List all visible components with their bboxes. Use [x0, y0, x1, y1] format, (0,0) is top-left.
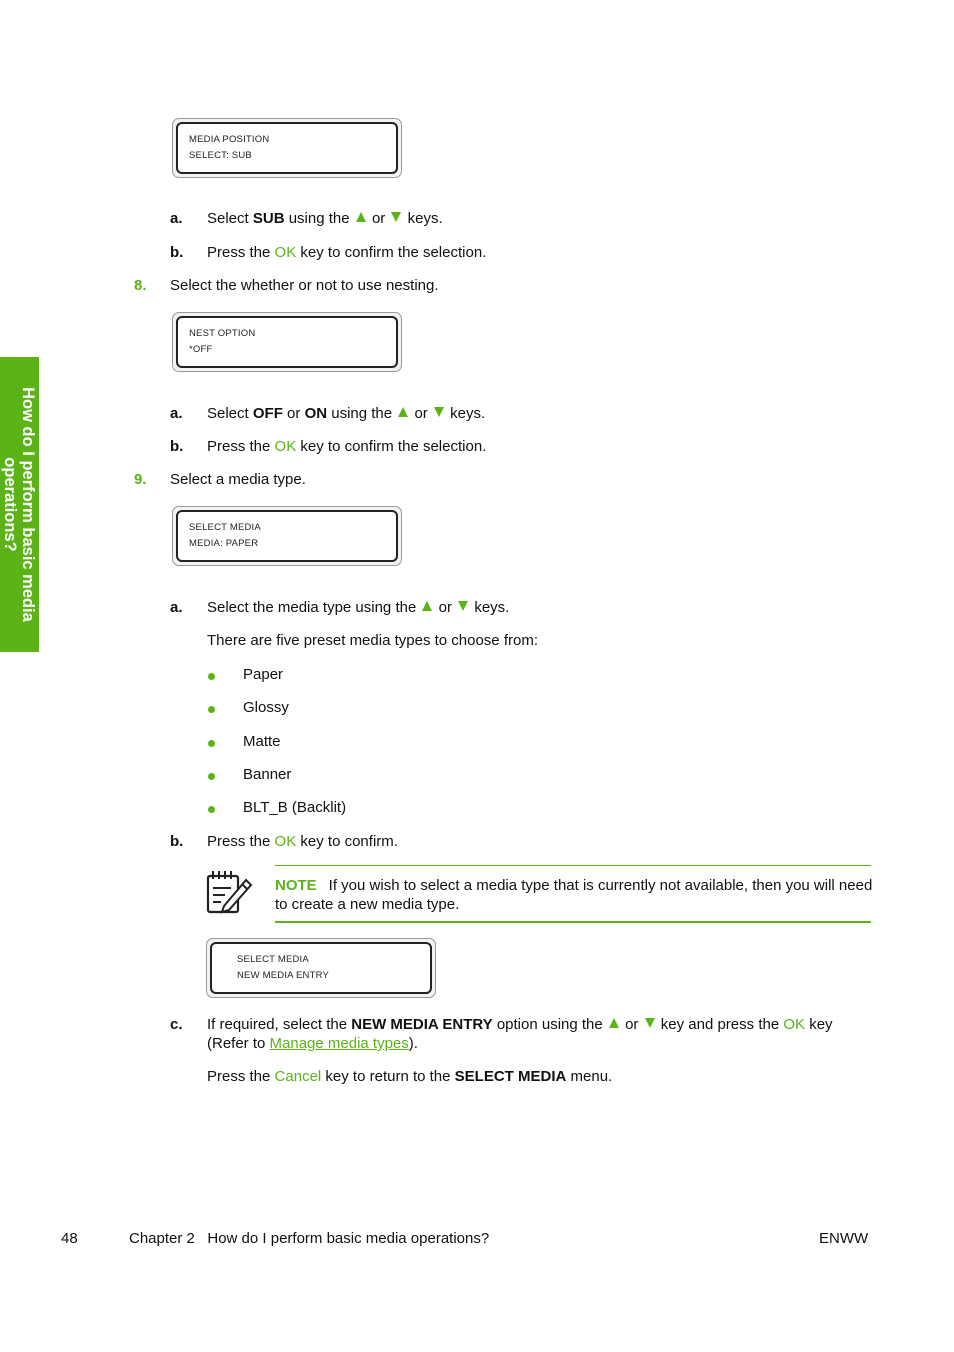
up-arrow-icon — [422, 601, 432, 611]
lcd-nest-option — [172, 312, 402, 372]
manage-media-types-link[interactable]: Manage media types — [269, 1035, 409, 1052]
step-8-text: Select the whether or not to use nesting. — [170, 277, 439, 294]
lcd-line-2: NEW MEDIA ENTRY — [237, 970, 330, 981]
step-c-line-2: (Refer to Manage media types). — [207, 1035, 418, 1052]
note-bottom-rule — [275, 921, 871, 923]
step-marker-c: c. — [170, 1016, 183, 1033]
bullet-icon — [208, 706, 215, 713]
step-b-ok-confirm: Press the OK key to confirm. — [207, 833, 398, 850]
lcd-line-1: SELECT MEDIA — [237, 954, 309, 965]
up-arrow-icon — [609, 1018, 619, 1028]
cancel-instruction: Press the Cancel key to return to the SELECT MEDIA menu. — [207, 1068, 613, 1085]
step-a-sub: Select SUB using the or keys. — [207, 210, 443, 227]
step-marker-b: b. — [170, 438, 184, 455]
down-arrow-icon — [458, 601, 468, 611]
step-marker-a: a. — [170, 599, 183, 616]
step-number-8: 8. — [134, 277, 147, 294]
footer-chapter: Chapter 2 How do I perform basic media operations? — [129, 1230, 490, 1247]
lcd-line-1: MEDIA POSITION — [189, 134, 270, 145]
lcd-media-position — [172, 118, 402, 178]
up-arrow-icon — [398, 407, 408, 417]
bullet-icon — [208, 740, 215, 747]
step-a-media-type: Select the media type using the or keys. — [207, 599, 510, 616]
step-number-9: 9. — [134, 471, 147, 488]
lcd-line-1: NEST OPTION — [189, 328, 256, 339]
side-tab-label: How do I perform basic media operations? — [1, 387, 37, 622]
step-c-line-1: If required, select the NEW MEDIA ENTRY option using the or key and press the OK key — [207, 1016, 833, 1033]
cancel-key-label: Cancel — [274, 1068, 322, 1085]
ok-key-label: OK — [274, 244, 297, 261]
page-number: 48 — [61, 1230, 78, 1247]
down-arrow-icon — [391, 212, 401, 222]
step-b-ok: Press the OK key to confirm the selection. — [207, 438, 487, 455]
step-a-off-on: Select OFF or ON using the or keys. — [207, 405, 486, 422]
bullet-icon — [208, 773, 215, 780]
media-type-item: Paper — [243, 666, 284, 683]
up-arrow-icon — [356, 212, 366, 222]
chapter-side-tab — [0, 357, 39, 652]
step-b-ok: Press the OK key to confirm the selection. — [207, 244, 487, 261]
step-marker-b: b. — [170, 244, 184, 261]
step-marker-b: b. — [170, 833, 184, 850]
note-top-rule — [275, 865, 871, 866]
lcd-line-2: MEDIA: PAPER — [189, 538, 259, 549]
lcd-select-media — [172, 506, 402, 566]
note-box — [275, 876, 875, 914]
step-marker-a: a. — [170, 405, 183, 422]
lcd-line-2: SELECT: SUB — [189, 150, 252, 161]
media-type-item: BLT_B (Backlit) — [243, 799, 347, 816]
note-text: If you wish to select a media type that is currently not available, then you will need to create a new media type. — [275, 877, 873, 913]
down-arrow-icon — [645, 1018, 655, 1028]
media-type-item: Glossy — [243, 699, 289, 716]
note-pad-icon — [204, 868, 254, 916]
down-arrow-icon — [434, 407, 444, 417]
media-type-item: Banner — [243, 766, 292, 783]
lcd-new-media-entry — [206, 938, 436, 998]
bullet-icon — [208, 673, 215, 680]
ok-key-label: OK — [274, 438, 297, 455]
note-label: NOTE — [275, 877, 317, 894]
ok-key-label: OK — [274, 833, 297, 850]
footer-right: ENWW — [819, 1230, 869, 1247]
media-types-intro: There are five preset media types to choose from: — [207, 632, 538, 649]
ok-key-label: OK — [783, 1016, 806, 1033]
step-marker-a: a. — [170, 210, 183, 227]
lcd-line-1: SELECT MEDIA — [189, 522, 261, 533]
step-9-text: Select a media type. — [170, 471, 306, 488]
bullet-icon — [208, 806, 215, 813]
lcd-line-2: *OFF — [189, 344, 213, 355]
media-type-item: Matte — [243, 733, 281, 750]
